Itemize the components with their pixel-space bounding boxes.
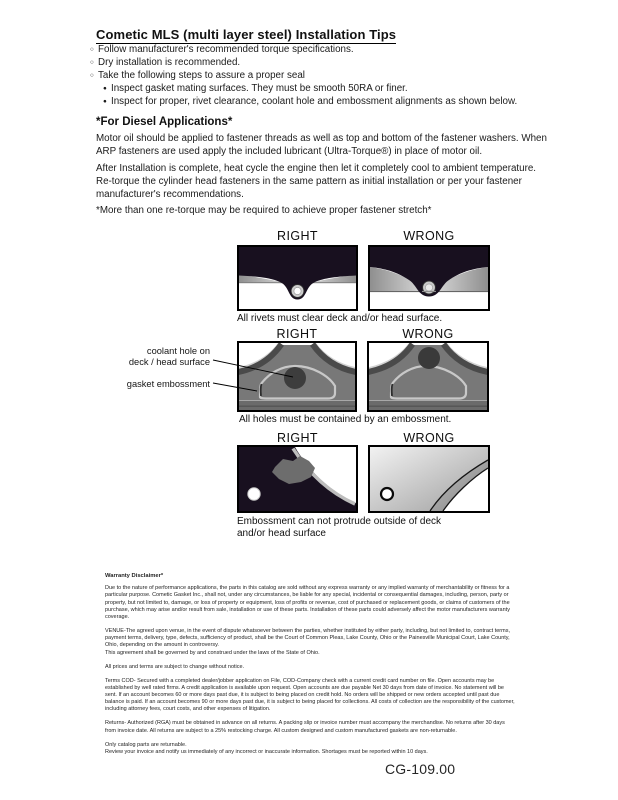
rivet-interfere-illustration	[370, 247, 488, 309]
list-item: ● Inspect gasket mating surfaces. They must be smooth 50RA or finer.	[103, 82, 517, 95]
list-item: ○ Dry installation is recommended.	[90, 56, 517, 69]
coolant-hole	[284, 367, 306, 389]
diagram-wrong-label: WRONG	[403, 431, 455, 445]
coolant-hole-label: coolant hole on deck / head surface	[128, 346, 210, 367]
embossment-inside-illustration	[239, 447, 356, 511]
diagram-caption: Embossment can not protrude outside of deck and/or head surface	[237, 516, 442, 539]
warranty-disclaimer	[105, 573, 517, 763]
diagram-embossment-right	[237, 341, 357, 412]
disclaimer-paragraph: Returns- Authorized (RGA) must be obtained in advance on all returns. A packing slip or invoice number must accompany the merchandise. No returns after 30 days from invoice date. All returns are subject to a 25% restocking charge. All custom designed and custom manufactured gaskets are non-returnable.	[105, 720, 505, 734]
diesel-section-heading: *For Diesel Applications*	[96, 116, 233, 128]
diesel-paragraph: Motor oil should be applied to fastener threads as well as top and bottom of the fastener washers. When ARP fasteners are used apply the included lubricant (Ultra-Torque®) in place of motor oil.	[96, 133, 547, 157]
diagram-protrude-right	[237, 445, 358, 513]
disclaimer-paragraph: VENUE-The agreed upon venue, in the event of dispute whatsoever between the parties, whether instituted by either party, including, but not limited to, contract terms, payment terms, delivery, type, defects, sufficiency of product, shall be the Court of Common Pleas, Lake County, Ohio or the Painesville Municipal Court, Lake County, Ohio, depending on the amount in controversy. This agreement shall be governed by and construed under the laws of the State of Ohio.	[105, 628, 510, 656]
disclaimer-paragraph: Due to the nature of performance applications, the parts in this catalog are sold without any express warranty or any implied warranty of merchantability or fitness for a particular purpose. Cometic Gasket Inc., shall not, under any circumstances, be liable for any special, incidental or consequential damages, including, person, party or property, but not limited to, damage, or loss of property or equipment, loss of profits or revenue, cost of purchased or replacement goods, or claims of customers of the purchase, which may arise and/or result from sale, installation or use of these parts. Installation of these parts could adversely affect the motor manufacturers warranty coverage.	[105, 585, 510, 621]
gasket-embossment-label: gasket embossment	[126, 379, 210, 389]
disclaimer-heading: Warranty Disclaimer*	[105, 573, 164, 579]
diagram-embossment-wrong	[367, 341, 489, 412]
disclaimer-paragraph: All prices and terms are subject to change without notice.	[105, 663, 245, 670]
diagram-right-label: RIGHT	[277, 431, 318, 445]
diagram-wrong-label: WRONG	[403, 229, 455, 243]
bolt-hole	[381, 488, 393, 500]
diagram-right-label: RIGHT	[277, 229, 318, 243]
hole-outside-illustration	[369, 343, 487, 410]
diagram-rivet-wrong	[368, 245, 490, 311]
diesel-paragraph: After Installation is complete, heat cycle the engine then let it completely cool to ambient temperature. Re-torque the cylinder head fasteners in the same pattern as initial installation or per your fastener manufacturer's recommendations.	[96, 163, 537, 200]
hole-contained-illustration	[239, 343, 355, 410]
diagram-rivet-right	[237, 245, 358, 311]
embossment-protruding-illustration	[370, 447, 488, 511]
list-item: ● Inspect for proper, rivet clearance, coolant hole and embossment alignments as shown below.	[103, 95, 517, 108]
diesel-paragraph: *More than one re-torque may be required to achieve proper fastener stretch*	[96, 205, 432, 216]
diagram-wrong-label: WRONG	[402, 327, 454, 341]
diagram-caption: All holes must be contained by an embossment.	[239, 414, 452, 425]
bolt-hole	[248, 488, 260, 500]
page-title: Cometic MLS (multi layer steel) Installation Tips	[96, 27, 397, 42]
disclaimer-paragraph: Terms COD- Secured with a completed dealer/jobber application on File, COD-Company check with a current credit card number on file. Open accounts may be established by well rated firms. A credit application is available upon request. Open accounts are due payable Net 30 days from date of invoice. No statement will be sent. If an account becomes 60 or more days past due, it is subject to being placed on credit hold. No orders will be shipped or new orders accepted until past due balance is paid. If an account becomes 90 or more days past due, it is subject to being placed for collections. All costs of collection are the responsibility of the customer, including attorney fees, court costs, and other expenses of litigation.	[105, 677, 515, 713]
disclaimer-paragraph: Only catalog parts are returnable. Review your invoice and notify us immediately of any incorrect or inaccurate information. Shortages must be reported within 10 days.	[105, 741, 428, 755]
coolant-hole	[418, 347, 440, 369]
diagram-protrude-wrong	[368, 445, 490, 513]
diagram-caption: All rivets must clear deck and/or head surface.	[237, 313, 443, 324]
list-item: ○ Follow manufacturer's recommended torque specifications.	[90, 43, 517, 56]
list-item: ○ Take the following steps to assure a proper seal	[90, 69, 517, 82]
rivet-clear-illustration	[239, 247, 356, 309]
diagram-right-label: RIGHT	[276, 327, 318, 341]
page-number: CG-109.00	[385, 761, 456, 777]
installation-tips-list	[90, 43, 517, 108]
